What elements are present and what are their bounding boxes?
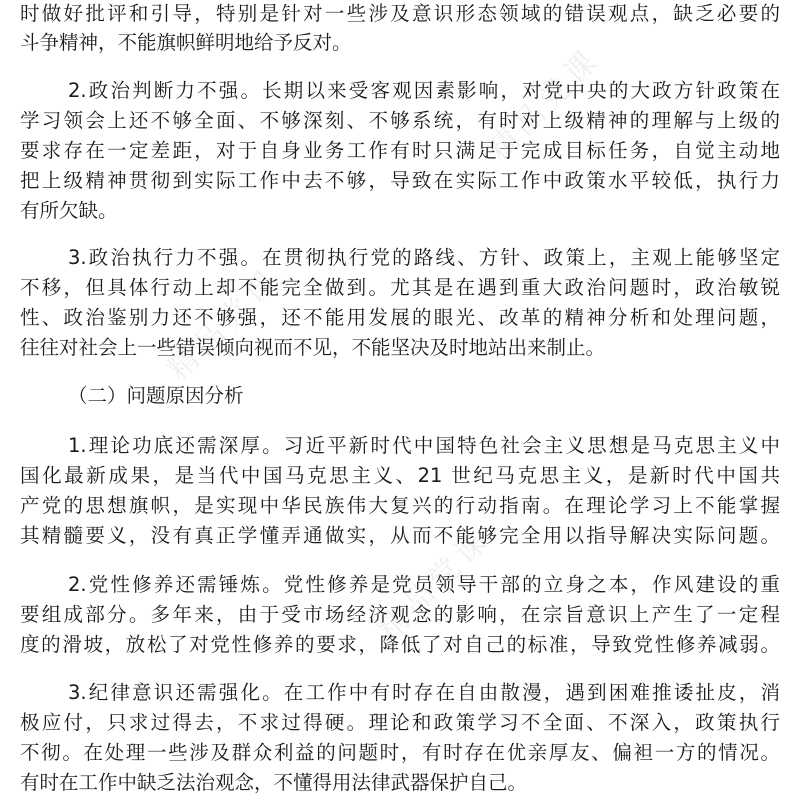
paragraph-line: 2.政治判断力不强。长期以来受客观因素影响，对党中央的大政方针政策在 [68,79,780,102]
paragraph-line: 产党的思想旗帜，是实现中华民族伟大复兴的行动指南。在理论学习上不能掌握 [20,494,780,517]
watermark: 精品党课 [161,261,288,388]
paragraph-line: 要求存在一定差距，对于自身业务工作有时只满足于完成目标任务，自觉主动地 [20,139,780,162]
watermark: 精品党课 [371,521,498,648]
paragraph-line: 把上级精神贯彻到实际工作中去不够，导致在实际工作中政策水平较低，执行力 [20,169,780,192]
paragraph-line: 斗争精神，不能旗帜鲜明地给予反对。 [20,31,352,54]
paragraph-line: 学习领会上还不够全面、不够深刻、不够系统，有时对上级精神的理解与上级的 [20,109,780,132]
paragraph-line: 度的滑坡，放松了对党性修养的要求，降低了对自己的标准，导致党性修养减弱。 [20,633,780,656]
paragraph-line: 有时在工作中缺乏法治观念，不懂得用法律武器保护自己。 [20,771,528,794]
paragraph-line: 不移，但具体行动上却不能完全做到。尤其是在遇到重大政治问题时，政治敏锐 [20,276,780,299]
paragraph-line: 3.纪律意识还需强化。在工作中有时存在自由散漫，遇到困难推诿扯皮，消 [68,681,780,704]
paragraph-line: 1.理论功底还需深厚。习近平新时代中国特色社会主义思想是马克思主义中 [68,434,780,457]
paragraph-line: 性、政治鉴别力还不够强，还不能用发展的眼光、改革的精神分析和处理问题， [20,306,780,329]
paragraph-line: 极应付，只求过得去，不求过得硬。理论和政策学习不全面、不深入，政策执行 [20,711,780,734]
paragraph-line: 往往对社会上一些错误倾向视而不见，不能坚决及时地站出来制止。 [20,336,606,359]
paragraph-line: 3.政治执行力不强。在贯彻执行党的路线、方针、政策上，主观上能够坚定 [68,246,780,269]
paragraph-line: 国化最新成果，是当代中国马克思主义、21 世纪马克思主义，是新时代中国共 [20,464,780,487]
paragraph-line: 不彻。在处理一些涉及群众利益的问题时，有时存在优亲厚友、偏袒一方的情况。 [20,741,780,764]
paragraph-line: 时做好批评和引导，特别是针对一些涉及意识形态领域的错误观点，缺乏必要的 [20,2,780,25]
paragraph-line: 要组成部分。多年来，由于受市场经济观念的影响，在宗旨意识上产生了一定程 [20,603,780,626]
paragraph-line: 有所欠缺。 [20,199,118,222]
paragraph-line: 其精髓要义，没有真正学懂弄通做实，从而不能够完全用以指导解决实际问题。 [20,524,780,547]
section-heading: （二）问题原因分析 [68,384,244,407]
paragraph-line: 2.党性修养还需锤炼。党性修养是党员领导干部的立身之本，作风建设的重 [68,573,780,596]
watermark: 精品党课 [481,41,608,168]
